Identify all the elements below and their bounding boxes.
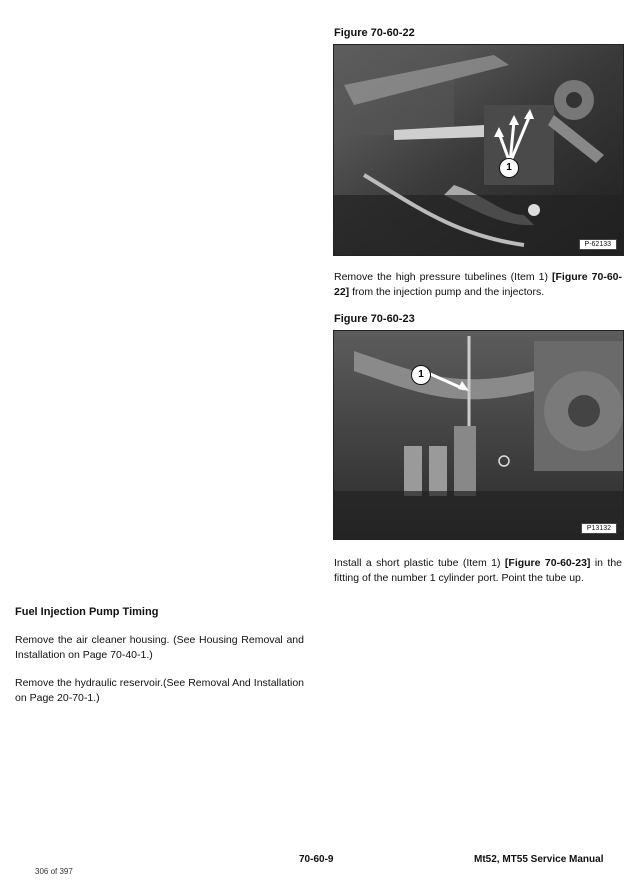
footer-manual-title: Mt52, MT55 Service Manual xyxy=(474,854,604,865)
figure-caption-2: Figure 70-60-23 xyxy=(334,313,415,325)
callout-item-1: 1 xyxy=(499,158,519,178)
instruction-paragraph-1 xyxy=(334,270,622,299)
photo-id-label: P13132 xyxy=(581,523,617,534)
figure-photo-2 xyxy=(333,330,624,540)
callout-item-1: 1 xyxy=(411,365,431,385)
instruction-paragraph-4: Remove the hydraulic reservoir.(See Removal And Installation on Page 20-70-1.) xyxy=(15,677,304,704)
engine-photo-image xyxy=(334,45,623,255)
figure-photo-1 xyxy=(333,44,624,256)
photo-id-label: P-62133 xyxy=(579,239,617,250)
figure-caption-1: Figure 70-60-22 xyxy=(334,27,415,39)
footer-page-count: 306 of 397 xyxy=(35,867,73,876)
paragraph-text: Remove the high pressure tubelines (Item 1) xyxy=(334,271,553,283)
figure-reference: [Figure 70-60-22] xyxy=(334,271,622,298)
section-heading: Fuel Injection Pump Timing xyxy=(15,606,159,618)
instruction-paragraph-3: Remove the air cleaner housing. (See Housing Removal and Installation on Page 70-40-1.) xyxy=(15,634,304,661)
figure-reference: [Figure 70-60-23] xyxy=(504,557,591,569)
paragraph-text: from the injection pump and the injectors. xyxy=(349,285,545,298)
engine-photo-image xyxy=(334,331,623,539)
footer-page-number: 70-60-9 xyxy=(299,854,334,865)
instruction-paragraph-2 xyxy=(334,556,622,585)
paragraph-text: Install a short plastic tube (Item 1) xyxy=(334,557,505,569)
paragraph-text: in the fitting of the number 1 cylinder port. Point the tube up. xyxy=(334,557,623,584)
